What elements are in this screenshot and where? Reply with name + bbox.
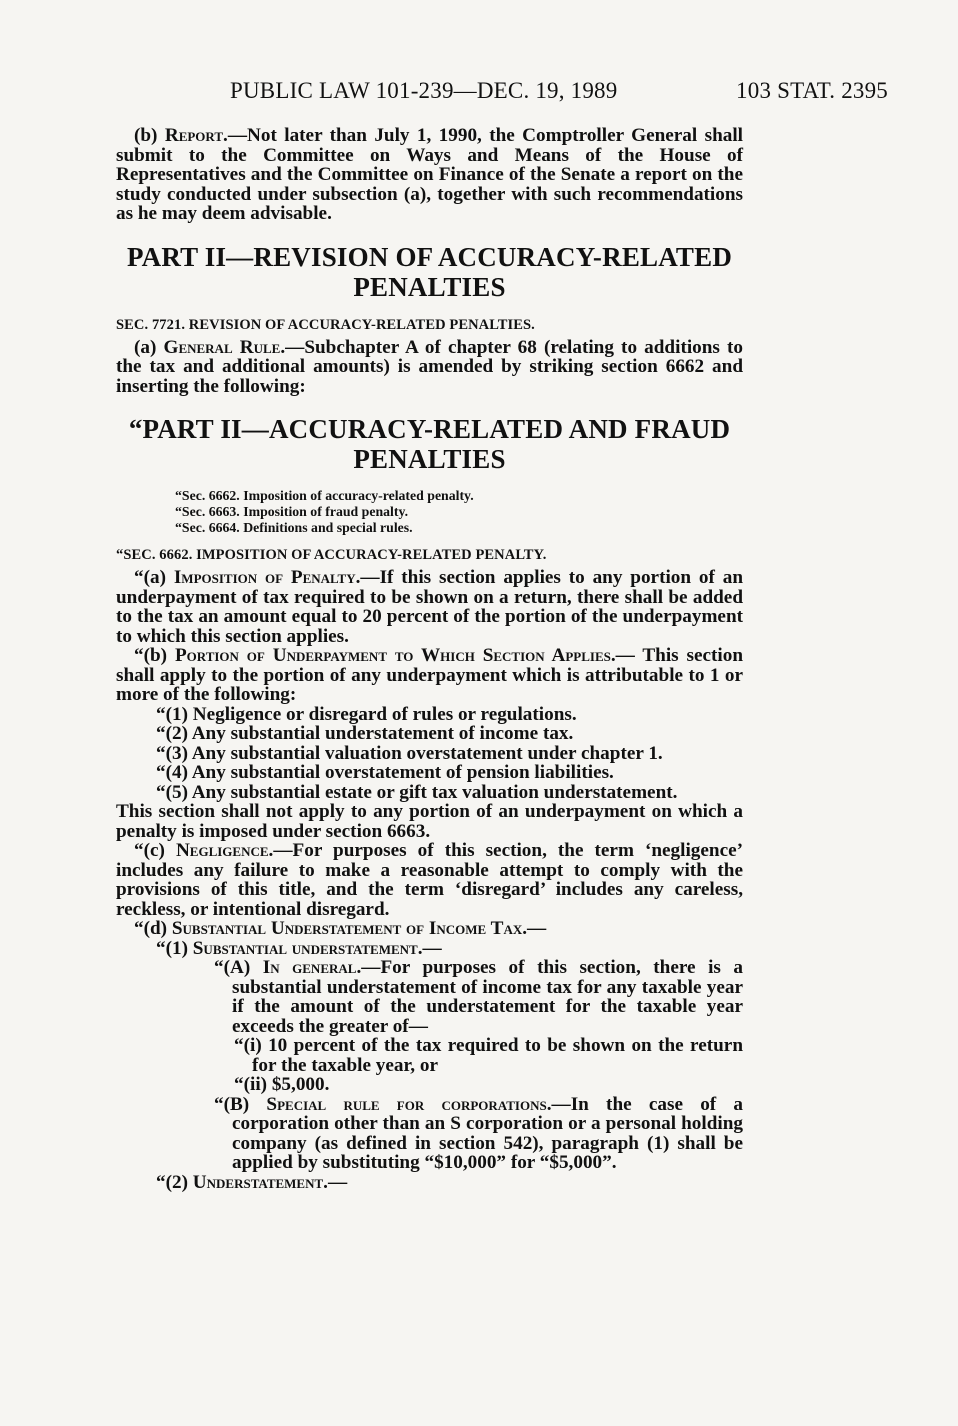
paragraph-d-2: “(2) Understatement.— bbox=[156, 1171, 348, 1193]
list-item: “(2) Any substantial understatement of income tax. bbox=[156, 723, 574, 744]
running-header bbox=[118, 78, 888, 110]
list-item: “(1) Negligence or disregard of rules or regulations. bbox=[156, 703, 577, 725]
list-item: “(4) Any substantial overstatement of pension liabilities. bbox=[156, 762, 614, 783]
clause-i: “(i) 10 percent of the tax required to be shown on the return for the taxable year, or bbox=[234, 1035, 743, 1076]
section-heading-7721: SEC. 7721. REVISION OF ACCURACY-RELATED PENALTIES. bbox=[116, 316, 535, 333]
list-item: “(5) Any substantial estate or gift tax valuation understatement. bbox=[156, 781, 678, 803]
heading-imposition-of-penalty: Imposition of Penalty bbox=[173, 567, 356, 588]
paragraph-a-general-rule: (a) General Rule.—Subchapter A of chapter 68 (relating to additions to the tax and additional amounts) is amended by striking section 6662 and inserting the following: bbox=[116, 336, 744, 397]
toc-entry: “Sec. 6662. Imposition of accuracy-related penalty. bbox=[175, 488, 474, 503]
toc-entry: “Sec. 6664. Definitions and special rules. bbox=[175, 520, 413, 535]
header-page-ref: 103 STAT. 2395 bbox=[736, 78, 888, 103]
subparagraph-d-1-b: “(B) Special rule for corporations.—In the case of a corporation other than an S corporation or a personal holding company (as defined in section 542), paragraph (1) shall be applied by substituting “$10,000” for “$5,000”. bbox=[214, 1093, 744, 1173]
header-title: PUBLIC LAW 101-239—DEC. 19, 1989 bbox=[230, 78, 618, 103]
subparagraph-d-1-a: “(A) In general.—For purposes of this section, there is a substantial understatement of income tax for any taxable year if the amount of the understatement for the taxable year exceeds the greater of— bbox=[214, 957, 743, 1037]
subsection-d: “(d) Substantial Understatement of Income Tax.— bbox=[134, 918, 547, 939]
heading-general-rule: General Rule bbox=[163, 336, 281, 358]
subsection-c: “(c) Negligence.—For purposes of this section, the term ‘negligence’ includes any failure to make a reasonable attempt to comply with the provisions of this title, and the term ‘disregard’ includes any careless, reckless, or intentional disregard. bbox=[116, 840, 744, 920]
heading-substantial-understatement: Substantial Understatement of Income Tax bbox=[171, 918, 523, 939]
paragraph-b-report: (b) Report.—Not later than July 1, 1990, the Comptroller General shall submit to the Committee on Ways and Means of the House of Representatives and the Committee on Finance of the Senate a report on the study conducted under subsection (a), together with such recommendations as he may deem advisable. bbox=[116, 125, 743, 224]
heading-in-general: In general bbox=[262, 957, 357, 978]
part-heading-accuracy-fraud: “PART II—ACCURACY-RELATED AND FRAUD PENALTIES bbox=[128, 414, 731, 474]
section-heading-6662: “SEC. 6662. IMPOSITION OF ACCURACY-RELATED PENALTY. bbox=[116, 547, 547, 563]
part-heading-revision: PART II—REVISION OF ACCURACY-RELATED PENALTIES bbox=[126, 241, 733, 302]
subsection-b: “(b) Portion of Underpayment to Which Section Applies.— This section shall apply to the portion of any underpayment which is attributable to 1 or more of the following: bbox=[116, 645, 744, 705]
heading-negligence: Negligence bbox=[175, 840, 269, 861]
body-text bbox=[116, 126, 743, 1192]
heading-substantial-understatement-para: Substantial understatement bbox=[192, 937, 418, 959]
list-item: “(3) Any substantial valuation overstatement under chapter 1. bbox=[156, 742, 663, 764]
subsection-a: “(a) Imposition of Penalty.—If this section applies to any portion of an underpayment of tax required to be shown on a return, there shall be added to the tax an amount equal to 20 percent of the portion of the underpayment to which this section applies. bbox=[116, 567, 744, 647]
subsection-b-closing: This section shall not apply to any portion of an underpayment on which a penalty is imposed under section 6663. bbox=[116, 801, 743, 842]
heading-report: Report bbox=[164, 125, 224, 146]
heading-portion-of-underpayment: Portion of Underpayment to Which Section Applies bbox=[174, 645, 611, 666]
toc-entry: “Sec. 6663. Imposition of fraud penalty. bbox=[175, 504, 409, 519]
heading-special-rule-corporations: Special rule for corporations bbox=[266, 1093, 547, 1115]
paragraph-d-1: “(1) Substantial understatement.— bbox=[156, 937, 442, 959]
table-of-sections bbox=[175, 488, 743, 536]
heading-understatement: Understatement bbox=[192, 1171, 324, 1193]
clause-ii: “(ii) $5,000. bbox=[234, 1074, 330, 1095]
